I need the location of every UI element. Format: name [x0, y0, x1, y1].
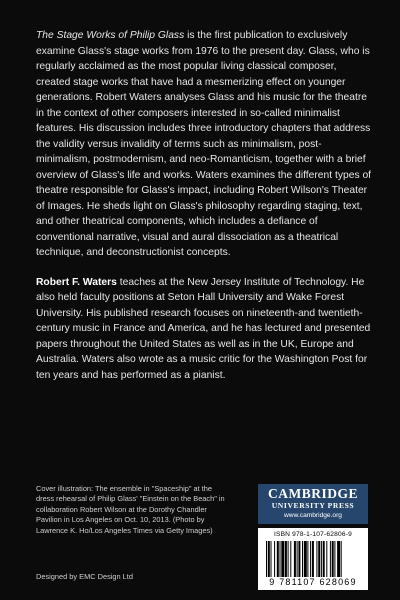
publisher-name: CAMBRIDGE [267, 486, 358, 501]
barcode-bar [316, 541, 317, 577]
barcode-bar [266, 541, 267, 577]
barcode-bar [307, 541, 308, 577]
publisher-url: www.cambridge.org [284, 512, 342, 519]
barcode-bar [332, 541, 334, 577]
barcode-bar [288, 541, 289, 577]
barcode-bar [274, 541, 275, 577]
description-text: is the first publication to exclusively examine Glass's stage works from 1976 to the present day. Glass, who is regularly acclaimed as the most popular living classical composer, created stage works that have had a mesmerizing effect on younger generations. Robert Waters analyses Glass and his music for the theatre in the context of other composers interested in so-called minimalist features. His discussion includes three introductory chapters that address the validity versus invalidity of terms such as minimalism, post-minimalism, postmodernism, and neo-Romanticism, together with a brief overview of Glass's life and works. Waters examines the different types of theatre responsible for Glass's impact, including Robert Wilson's Theater of Images. He sheds light on Glass's philosophy regarding staging, text, and other theatrical components, which includes a defiance of conventional narrative, visual and aural dissociation as a theatrical technique, and deconstructionist concepts. [36, 30, 372, 258]
publisher-logo [258, 484, 368, 524]
barcode-bar [318, 541, 320, 577]
description-paragraph [36, 28, 372, 261]
author-name: Robert F. Waters [36, 276, 117, 288]
blurb [36, 28, 372, 383]
barcode-bar [337, 541, 340, 577]
isbn-label: ISBN 978-1-107-62806-9 [273, 531, 353, 538]
barcode-bars [266, 541, 360, 577]
author-bio-text: teaches at the New Jersey Institute of Technology. He also held faculty positions at Seton Hall University and Wake Forest University. His published research focuses on nineteenth-and twentieth-century music in France and America, and he has lectured and presented papers throughout the United States as well as in the UK, Europe and Australia. Waters also wrote as a music critic for the Washington Post for ten years and has performed as a pianist. [36, 276, 371, 381]
barcode-bar [302, 541, 303, 577]
barcode-bar [341, 541, 342, 577]
barcode-bar [334, 541, 335, 577]
designer-credit: Designed by EMC Design Ltd [36, 572, 133, 581]
cover-credit: Cover illustration: The ensemble in "Spaceship" at the dress rehearsal of Philip Glass' "Einstein on the Beach" in collaboration Robert Wilson at the Dorothy Chandler Pavilion in Los Angeles on Oct. 10, 2013. (Photo by Lawrence K. Ho/Los Angeles Times via Getty Images) [36, 484, 225, 535]
barcode-bar [280, 541, 281, 577]
barcode-bar [271, 541, 272, 577]
barcode-bar [326, 541, 327, 577]
barcode-bar [323, 541, 325, 577]
barcode-bar [310, 541, 311, 577]
barcode-bar [298, 541, 300, 577]
barcode-bar [268, 541, 270, 577]
barcode-bar [312, 541, 314, 577]
barcode-bar [297, 541, 298, 577]
barcode-bar [281, 541, 284, 577]
barcode-bar [321, 541, 322, 577]
barcode-bar [285, 541, 287, 577]
book-title: The Stage Works of Philip Glass [36, 30, 185, 41]
barcode-bar [294, 541, 296, 577]
barcode-bar [277, 541, 279, 577]
author-bio-paragraph [36, 275, 372, 384]
barcode-bar [304, 541, 307, 577]
barcode-bar [330, 541, 331, 577]
barcode-bar [290, 541, 291, 577]
publisher-subtitle: UNIVERSITY PRESS [271, 501, 355, 510]
barcode-number: 9 781107 628069 [269, 577, 357, 587]
barcode-panel [258, 528, 368, 590]
